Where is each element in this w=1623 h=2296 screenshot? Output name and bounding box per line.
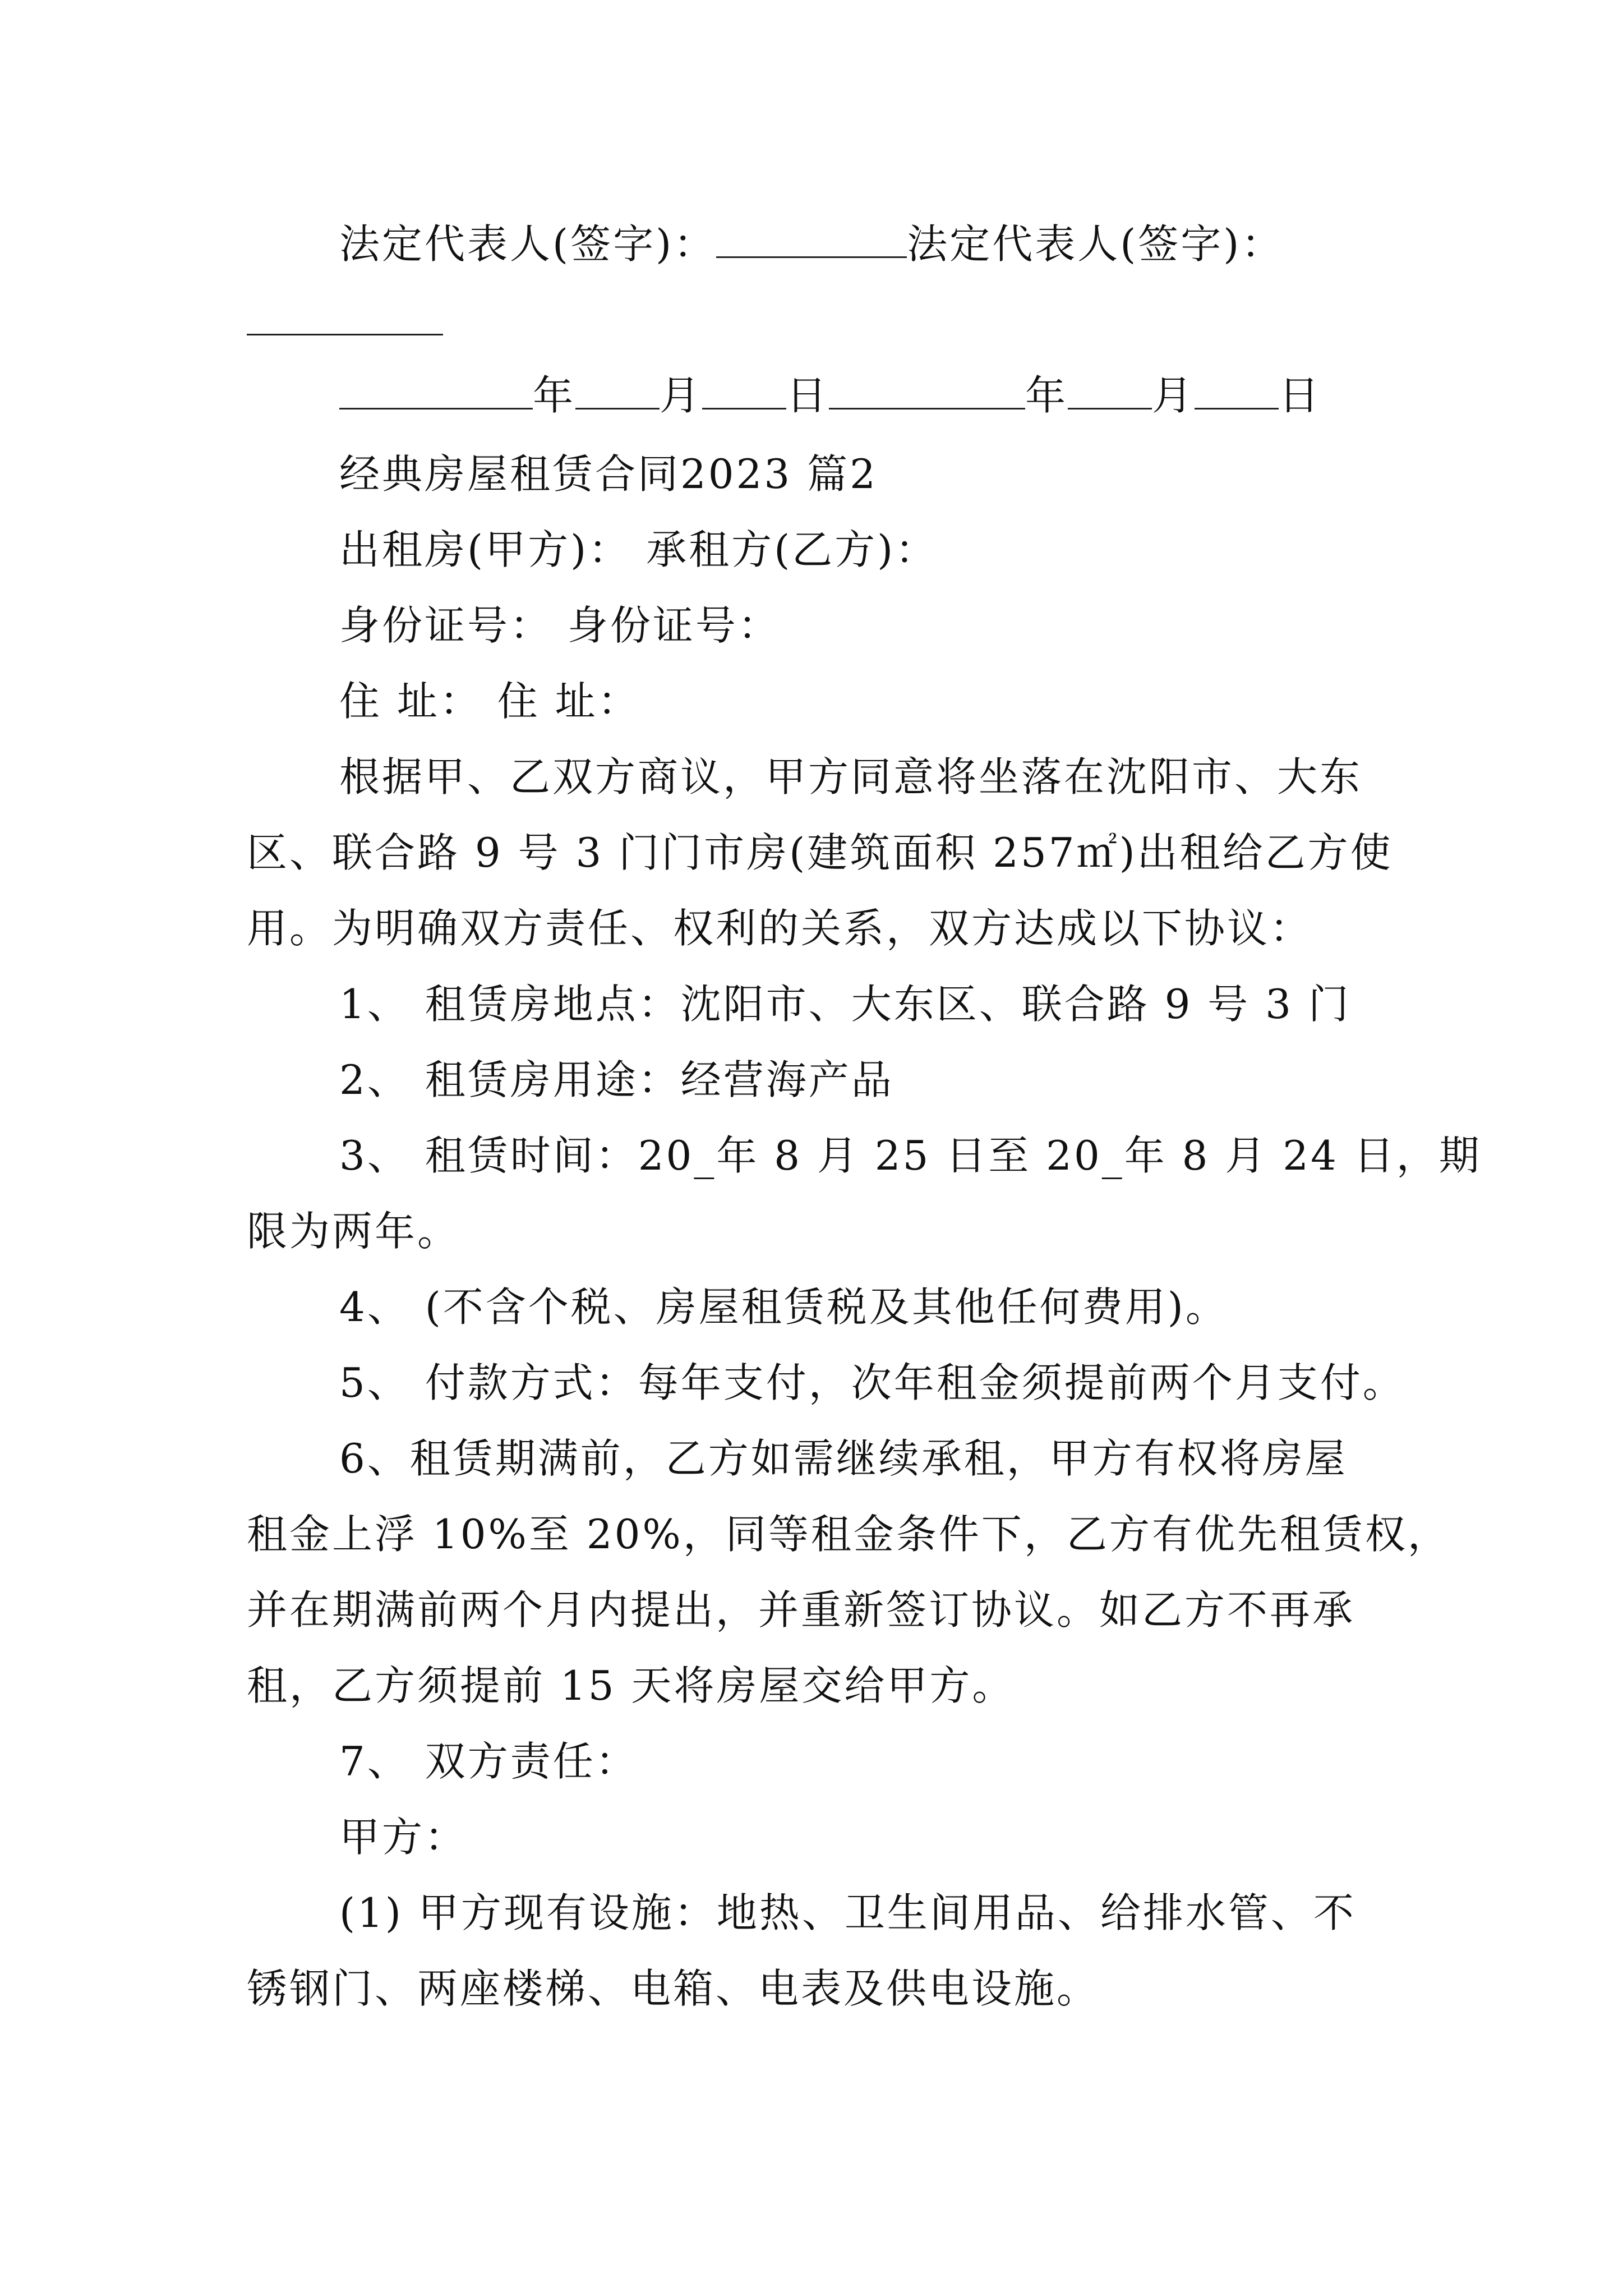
day-blank-a <box>702 369 786 409</box>
signature-blank-b <box>247 334 443 335</box>
month-blank-a <box>575 369 660 409</box>
signature-label-a: 法定代表人(签字)： <box>339 220 717 268</box>
id-number-line: 身份证号： 身份证号： <box>339 602 781 649</box>
parties-line: 出租房(甲方)： 承租方(乙方)： <box>339 526 938 573</box>
party-a-item-1-line-2: 锈钢门、两座楼梯、电箱、电表及供电设施。 <box>247 1965 1100 2012</box>
year-label-b: 年 <box>1025 372 1068 419</box>
clause-3-line-2: 限为两年。 <box>247 1208 460 1255</box>
clause-3-line-1: 3、 租赁时间：20_年 8 月 25 日至 20_年 8 月 24 日，期 <box>339 1132 1482 1179</box>
clause-5: 5、 付款方式：每年支付，次年租金须提前两个月支付。 <box>339 1359 1405 1406</box>
month-label-a: 月 <box>660 372 703 419</box>
day-blank-b <box>1195 369 1279 409</box>
clause-6-line-1: 6、租赁期满前，乙方如需继续承租，甲方有权将房屋 <box>339 1435 1348 1482</box>
intro-line-3: 用。为明确双方责任、权利的关系，双方达成以下协议： <box>247 905 1313 952</box>
day-label-b: 日 <box>1279 372 1322 419</box>
date-row <box>339 367 1391 424</box>
signature-row <box>339 216 1391 272</box>
month-label-b: 月 <box>1152 372 1195 419</box>
party-a-item-1-line-1: (1) 甲方现有设施：地热、卫生间用品、给排水管、不 <box>339 1889 1356 1936</box>
day-label-a: 日 <box>786 372 829 419</box>
month-blank-b <box>1068 369 1152 409</box>
signature-label-b: 法定代表人(签字)： <box>907 220 1284 268</box>
intro-line-1: 根据甲、乙双方商议，甲方同意将坐落在沈阳市、大东 <box>339 753 1363 800</box>
address-line: 住 址： 住 址： <box>339 678 640 725</box>
year-blank-a <box>339 369 533 409</box>
clause-7: 7、 双方责任： <box>339 1738 638 1785</box>
clause-4: 4、 (不含个税、房屋租赁税及其他任何费用)。 <box>339 1283 1228 1331</box>
contract-title: 经典房屋租赁合同2023 篇2 <box>339 450 878 498</box>
signature-blank-a <box>716 217 907 258</box>
year-blank-b <box>829 369 1025 409</box>
clause-6-line-3: 并在期满前两个月内提出，并重新签订协议。如乙方不再承 <box>247 1586 1355 1634</box>
party-a-heading: 甲方： <box>339 1814 468 1861</box>
clause-6-line-2: 租金上浮 10%至 20%，同等租金条件下，乙方有优先租赁权， <box>247 1511 1450 1558</box>
year-label-a: 年 <box>533 372 576 419</box>
clause-2: 2、 租赁房用途：经营海产品 <box>339 1056 894 1103</box>
clause-1: 1、 租赁房地点：沈阳市、大东区、联合路 9 号 3 门 <box>339 981 1351 1028</box>
clause-6-line-4: 租，乙方须提前 15 天将房屋交给甲方。 <box>247 1662 1015 1709</box>
intro-line-2: 区、联合路 9 号 3 门门市房(建筑面积 257㎡)出租给乙方使 <box>247 829 1393 876</box>
